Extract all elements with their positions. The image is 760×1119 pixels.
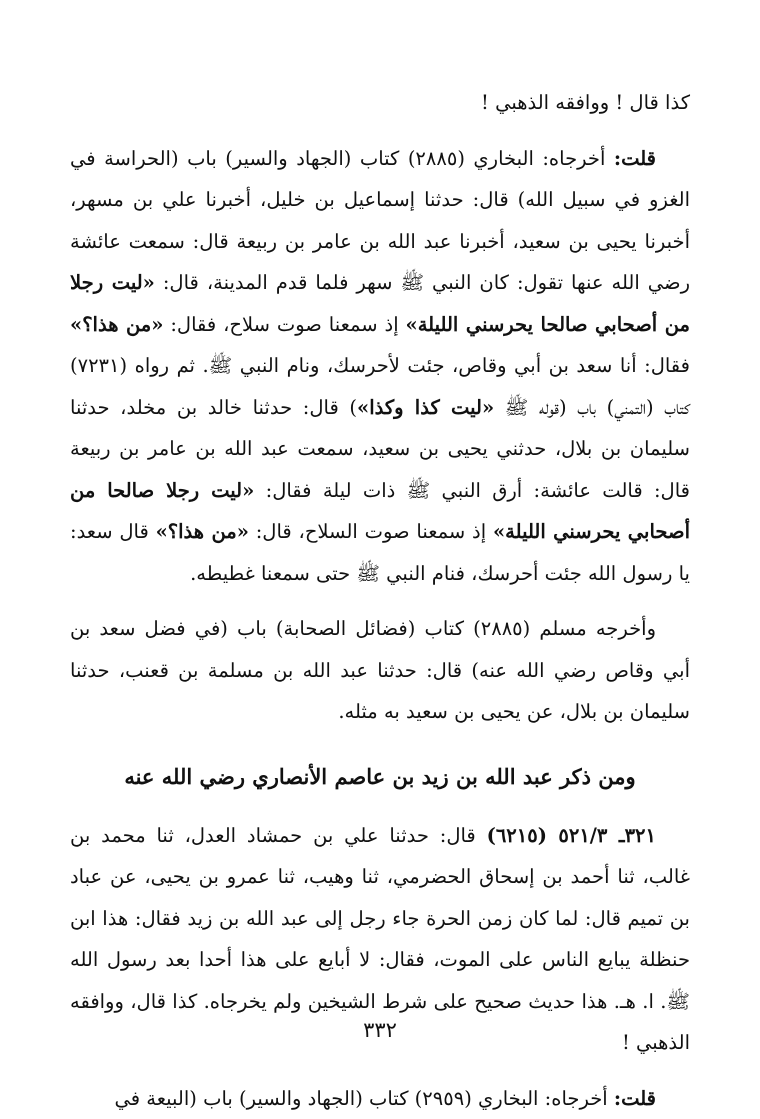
text-segment: إذ سمعنا صوت سلاح، فقال:	[163, 313, 405, 336]
text-segment: ) قال: حدثنا خالد بن مخلد، حدثنا سليمان بن بلال، حدثني يحيى بن سعيد، سمعت عبد الله بن عامر بن ربيعة قال: قالت عائشة: أرق النبي ﷺ ذات ليلة فقال:	[70, 396, 690, 502]
hadith-text: قال: حدثنا علي بن حمشاد العدل، ثنا محمد بن غالب، ثنا أحمد بن إسحاق الحضرمي، ثنا وهيب، ثنا عمرو بن يحيى، عن عباد بن تميم قال: لما كان زمن الحرة جاء رجل إلى عبد الله بن زيد فقال: هذا ابن حنظلة يبايع الناس على الموت، فقال: لا أبايع على هذا أحدا بعد رسول الله ﷺ. ا. هـ. هذا حديث صحيح على شرط الشيخين ولم يخرجاه. كذا قال، ووافقه الذهبي !	[70, 824, 690, 1055]
hadith-reference: ـ ٥٢١/٣ (٦٢١٥)	[487, 824, 625, 847]
qultu-label: قلت:	[614, 1087, 656, 1110]
text-segment: قال سعد: يا رسول الله جئت أحرسك، فنام النبي ﷺ حتى سمعنا غطيطه.	[70, 520, 690, 585]
text-segment: إذ سمعنا صوت السلاح، قال:	[249, 520, 493, 543]
takhrij-paragraph-muslim: وأخرجه مسلم (٢٨٨٥) كتاب (فضائل الصحابة) باب (في فضل سعد بن أبي وقاص رضي الله عنه) قال: حدثنا عبد الله بن مسلمة بن قعنب، حدثنا سليمان بن بلال، عن يحيى بن سعيد به مثله.	[70, 608, 690, 733]
hadith-quote: «ليت رجلا من أصحابي صالحا يحرسني الليلة»	[70, 271, 690, 336]
takhrij-paragraph-bukhari	[70, 138, 690, 595]
hadith-quote: «من هذا؟»	[70, 313, 163, 336]
takhrij-paragraph-continued	[70, 1078, 690, 1119]
text-segment: أخرجاه: البخاري (٢٩٥٩) كتاب (الجهاد والسير) باب (البيعة في	[115, 1087, 614, 1110]
hadith-quote: «ليت رجلا صالحا من أصحابي يحرسني الليلة»	[70, 479, 690, 544]
hadith-quote: «ليت كذا وكذا»	[357, 396, 494, 419]
opening-line: كذا قال ! ووافقه الذهبي !	[70, 82, 690, 124]
section-heading: ومن ذكر عبد الله بن زيد بن عاصم الأنصاري رضي الله عنه	[70, 757, 690, 797]
qultu-label: قلت:	[614, 147, 656, 170]
page-number: ٣٣٢	[0, 1018, 760, 1042]
text-segment: فقال: أنا سعد بن أبي وقاص، جئت لأحرسك، ونام النبي ﷺ. ثم رواه (٧٢٣١) كتاب (التمني) باب (قوله ﷺ	[70, 354, 690, 419]
hadith-quote: «من هذا؟»	[156, 520, 249, 543]
hadith-number: ٣٢١	[625, 824, 656, 847]
text-segment: أخرجاه: البخاري (٢٨٨٥) كتاب (الجهاد والسير) باب (الحراسة في الغزو في سبيل الله) قال: حدثنا إسماعيل بن خليل، أخبرنا علي بن مسهر، أخبرنا يحيى بن سعيد، أخبرنا عبد الله بن عامر بن ربيعة قال: سمعت عائشة رضي الله عنها تقول: كان النبي ﷺ سهر فلما قدم المدينة، قال:	[70, 147, 690, 295]
